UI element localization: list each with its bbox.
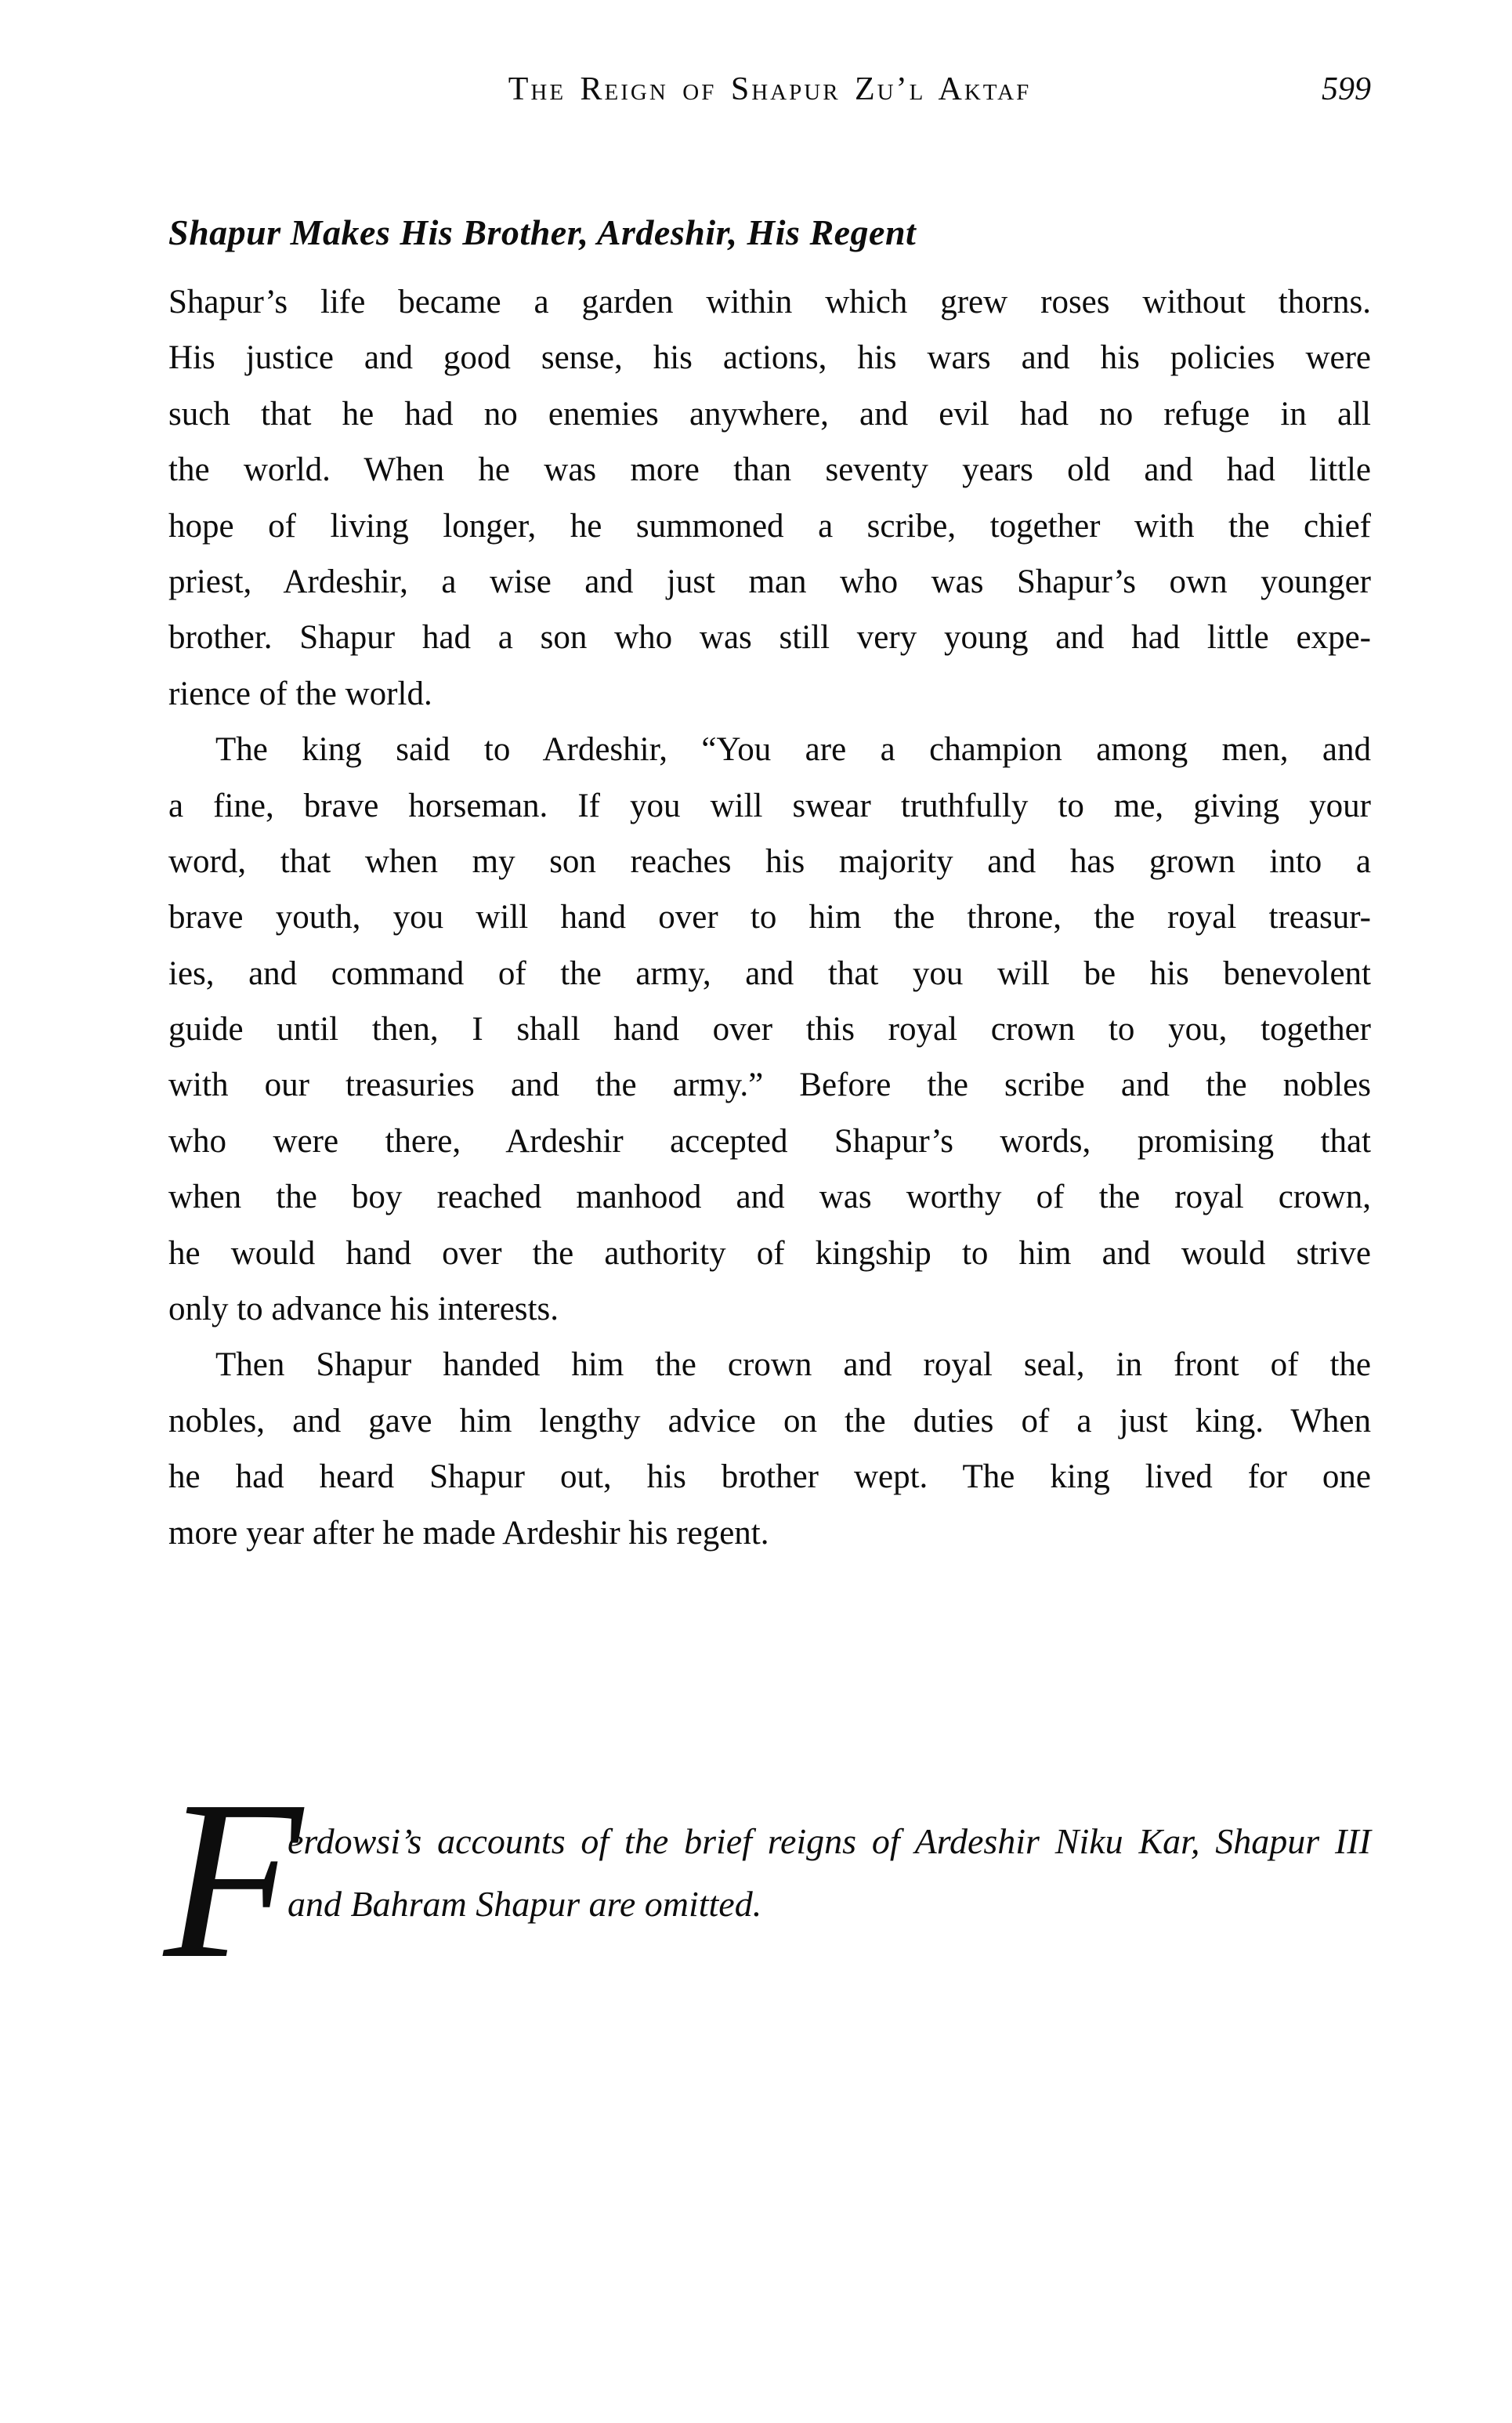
body-line: nobles, and gave him lengthy advice on the duties of a just king. When [168, 1402, 1371, 1440]
body-line: when the boy reached manhood and was worthy of the royal crown, [168, 1179, 1371, 1216]
editor-note-line: and Bahram Shapur are omitted. [288, 1884, 762, 1924]
body-line: the world. When he was more than seventy years old and had little [168, 451, 1371, 489]
page-number: 599 [1322, 71, 1371, 107]
body-text [168, 274, 1371, 1561]
body-line: with our treasuries and the army.” Before the scribe and the nobles [168, 1067, 1371, 1104]
body-line: who were there, Ardeshir accepted Shapur’s words, promising that [168, 1122, 1371, 1160]
body-line: he would hand over the authority of kingship to him and would strive [168, 1234, 1371, 1272]
body-line: The king said to Ardeshir, “You are a champion among men, and [215, 731, 1371, 769]
body-line: only to advance his interests. [168, 1291, 559, 1328]
body-line: such that he had no enemies anywhere, and evil had no refuge in all [168, 395, 1371, 433]
page-header [168, 71, 1371, 110]
body-line: brother. Shapur had a son who was still very young and had little expe- [168, 619, 1371, 657]
body-line: Shapur’s life became a garden within which grew roses without thorns. [168, 284, 1371, 321]
body-line: rience of the world. [168, 675, 432, 712]
body-line: he had heard Shapur out, his brother wept. The king lived for one [168, 1458, 1371, 1496]
body-line: a fine, brave horseman. If you will swear truthfully to me, giving your [168, 787, 1371, 824]
body-line: brave youth, you will hand over to him the throne, the royal treasur- [168, 899, 1371, 936]
body-line: word, that when my son reaches his majority and has grown into a [168, 842, 1371, 880]
editor-note-line: erdowsi’s accounts of the brief reigns of Ardeshir Niku Kar, Shapur III [288, 1821, 1371, 1861]
running-head-title: The Reign of Shapur Zu’l Aktaf [508, 71, 1032, 107]
body-line: His justice and good sense, his actions, his wars and his policies were [168, 339, 1371, 377]
body-line: priest, Ardeshir, a wise and just man who was Shapur’s own younger [168, 563, 1371, 600]
body-line: guide until then, I shall hand over this royal crown to you, together [168, 1011, 1371, 1049]
editor-note-lines [288, 1796, 1371, 1936]
body-line: ies, and command of the army, and that you will be his benevolent [168, 954, 1371, 992]
drop-cap-letter: F [164, 1754, 303, 2005]
body-line: Then Shapur handed him the crown and royal seal, in front of the [215, 1346, 1371, 1384]
body-line: hope of living longer, he summoned a scribe, together with the chief [168, 507, 1371, 545]
editor-note [164, 1754, 1371, 2005]
section-heading: Shapur Makes His Brother, Ardeshir, His Regent [168, 212, 917, 252]
body-line: more year after he made Ardeshir his regent. [168, 1514, 769, 1552]
